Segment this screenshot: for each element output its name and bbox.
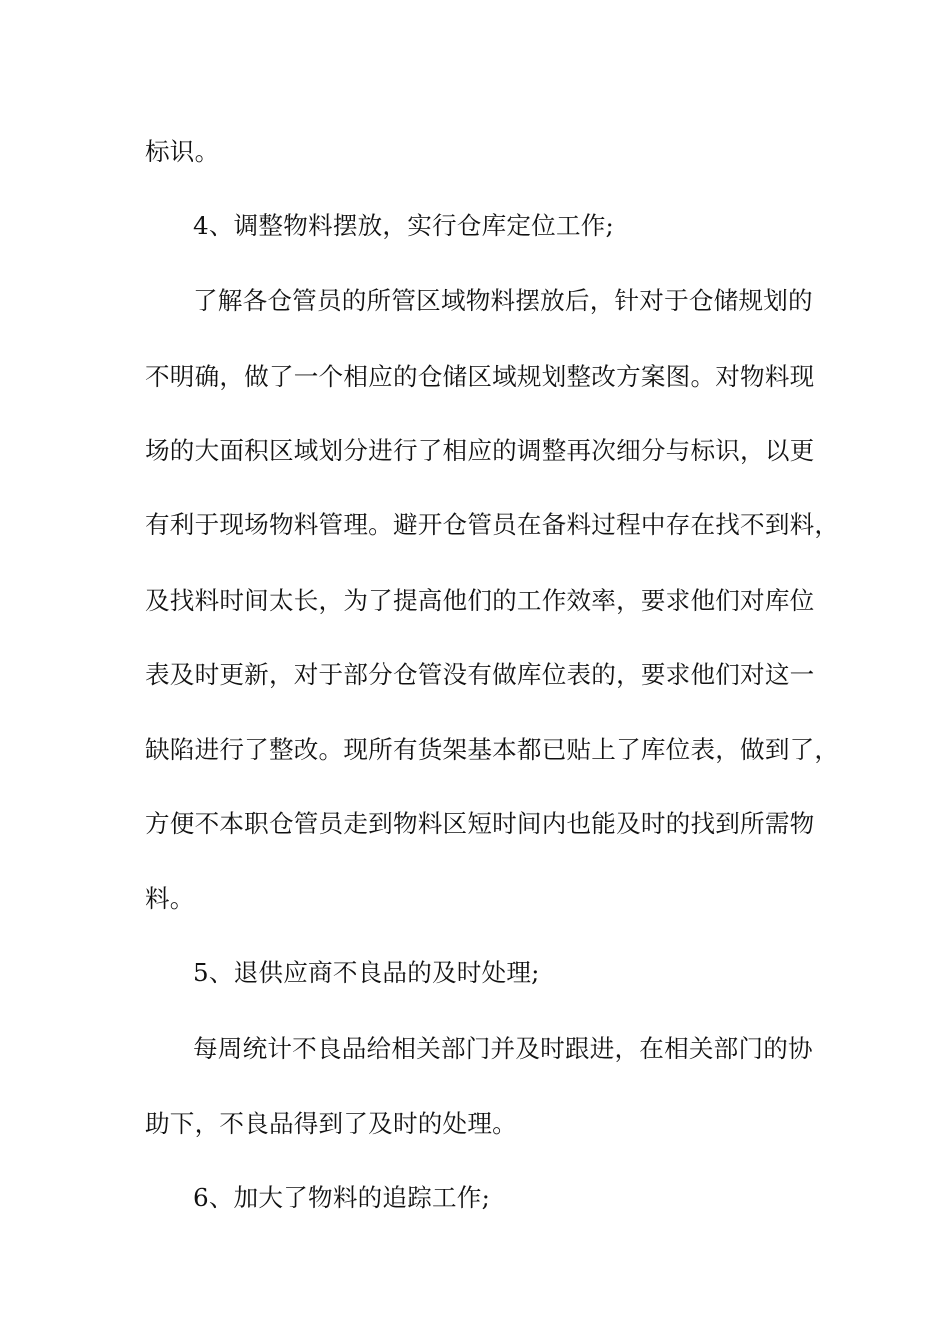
text-line-1: 标识。 xyxy=(145,137,220,166)
text-line-5: 场的大面积区域划分进行了相应的调整再次细分与标识，以更 xyxy=(145,436,815,465)
section-heading-4: 4、调整物料摆放，实行仓库定位工作; xyxy=(193,211,615,240)
text-line-10: 方便不本职仓管员走到物料区短时间内也能及时的找到所需物 xyxy=(145,809,815,838)
text-line-3: 了解各仓管员的所管区域物料摆放后，针对于仓储规划的 xyxy=(193,286,813,315)
text-line-4: 不明确，做了一个相应的仓储区域规划整改方案图。对物料现 xyxy=(145,362,815,391)
text-line-7: 及找料时间太长，为了提高他们的工作效率，要求他们对库位 xyxy=(145,586,815,615)
text-line-8: 表及时更新，对于部分仓管没有做库位表的，要求他们对这一 xyxy=(145,660,815,689)
text-line-9: 缺陷进行了整改。现所有货架基本都已贴上了库位表，做到了， xyxy=(145,735,840,764)
text-line-13: 每周统计不良品给相关部门并及时跟进，在相关部门的协 xyxy=(193,1034,813,1063)
text-line-14: 助下，不良品得到了及时的处理。 xyxy=(145,1109,517,1138)
text-line-6: 有利于现场物料管理。避开仓管员在备料过程中存在找不到料， xyxy=(145,510,840,539)
section-heading-5: 5、退供应商不良品的及时处理; xyxy=(193,958,540,987)
section-heading-6: 6、加大了物料的追踪工作; xyxy=(193,1183,491,1212)
text-line-11: 料。 xyxy=(145,884,195,913)
